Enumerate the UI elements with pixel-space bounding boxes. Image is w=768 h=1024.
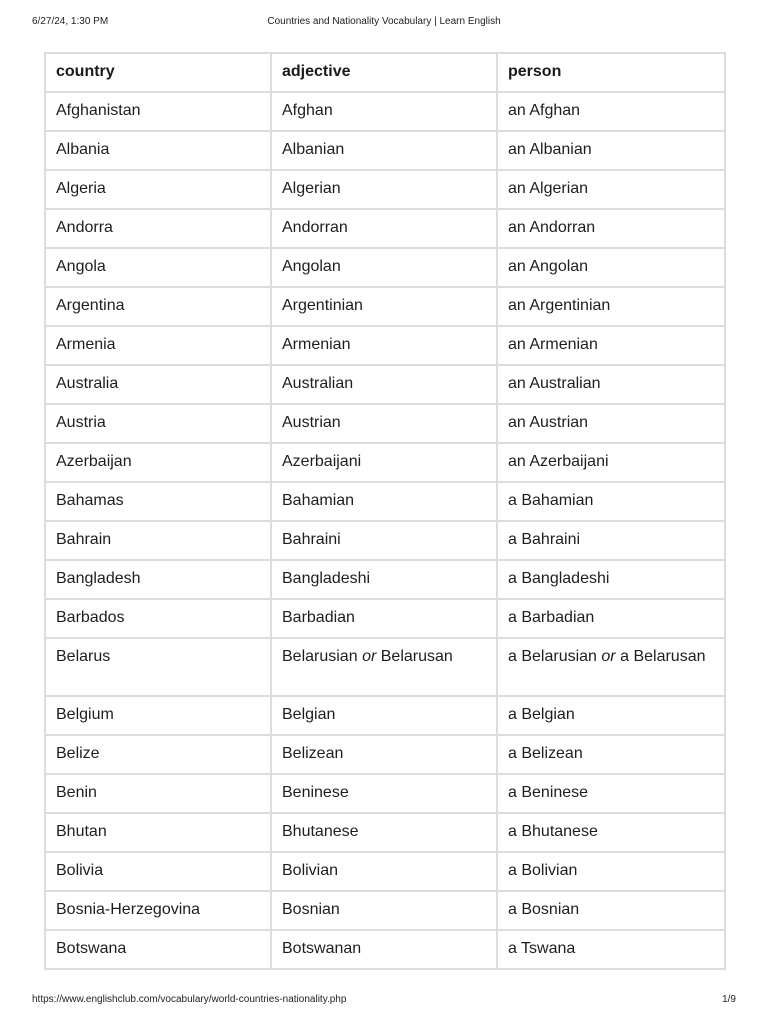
country-cell: Bahrain	[45, 521, 271, 560]
country-cell: Albania	[45, 131, 271, 170]
person-cell: a Belgian	[497, 696, 725, 735]
country-cell: Barbados	[45, 599, 271, 638]
person-cell: a Bosnian	[497, 891, 725, 930]
or-connector: or	[601, 648, 616, 665]
table-row	[45, 326, 725, 365]
column-header-country: country	[45, 53, 271, 92]
person-cell: a Beninese	[497, 774, 725, 813]
adjective-cell: Bhutanese	[271, 813, 497, 852]
table-row	[45, 521, 725, 560]
country-cell: Bangladesh	[45, 560, 271, 599]
adjective-cell: Botswanan	[271, 930, 497, 969]
person-cell: a Belizean	[497, 735, 725, 774]
person-cell: an Albanian	[497, 131, 725, 170]
adjective-primary: Belarusian	[282, 648, 358, 665]
person-cell: an Austrian	[497, 404, 725, 443]
adjective-cell: Austrian	[271, 404, 497, 443]
country-cell: Afghanistan	[45, 92, 271, 131]
adjective-cell: Argentinian	[271, 287, 497, 326]
country-cell: Benin	[45, 774, 271, 813]
adjective-cell: Afghan	[271, 92, 497, 131]
column-header-adjective: adjective	[271, 53, 497, 92]
person-cell: an Afghan	[497, 92, 725, 131]
country-cell: Australia	[45, 365, 271, 404]
person-cell: an Azerbaijani	[497, 443, 725, 482]
person-cell: a Bahraini	[497, 521, 725, 560]
adjective-alternate: Belarusan	[380, 648, 453, 665]
adjective-cell: Beninese	[271, 774, 497, 813]
table-row	[45, 287, 725, 326]
table-row	[45, 404, 725, 443]
adjective-cell: Armenian	[271, 326, 497, 365]
person-cell: a Bolivian	[497, 852, 725, 891]
country-cell: Argentina	[45, 287, 271, 326]
person-cell: an Angolan	[497, 248, 725, 287]
person-cell: an Australian	[497, 365, 725, 404]
print-header	[0, 16, 768, 30]
table-row	[45, 813, 725, 852]
person-cell: a Tswana	[497, 930, 725, 969]
person-cell: a Bangladeshi	[497, 560, 725, 599]
adjective-cell	[271, 638, 497, 696]
table-row	[45, 365, 725, 404]
country-cell: Algeria	[45, 170, 271, 209]
person-primary: a Belarusian	[508, 648, 597, 665]
table-row	[45, 930, 725, 969]
table-row	[45, 560, 725, 599]
adjective-cell: Belgian	[271, 696, 497, 735]
country-cell: Belize	[45, 735, 271, 774]
person-cell: a Bahamian	[497, 482, 725, 521]
table-row	[45, 170, 725, 209]
country-cell: Belgium	[45, 696, 271, 735]
page-title: Countries and Nationality Vocabulary | Learn English	[267, 16, 501, 27]
country-cell: Bosnia-Herzegovina	[45, 891, 271, 930]
country-cell: Bhutan	[45, 813, 271, 852]
adjective-cell: Bahraini	[271, 521, 497, 560]
country-cell: Bolivia	[45, 852, 271, 891]
print-datetime: 6/27/24, 1:30 PM	[32, 16, 109, 27]
table-row	[45, 248, 725, 287]
country-cell: Belarus	[45, 638, 271, 696]
country-cell: Andorra	[45, 209, 271, 248]
table-row	[45, 696, 725, 735]
country-cell: Azerbaijan	[45, 443, 271, 482]
adjective-cell: Bangladeshi	[271, 560, 497, 599]
person-cell	[497, 638, 725, 696]
country-cell: Bahamas	[45, 482, 271, 521]
person-cell: an Algerian	[497, 170, 725, 209]
person-cell: a Bhutanese	[497, 813, 725, 852]
adjective-cell: Angolan	[271, 248, 497, 287]
table-row	[45, 209, 725, 248]
adjective-cell: Bolivian	[271, 852, 497, 891]
column-header-person: person	[497, 53, 725, 92]
adjective-cell: Azerbaijani	[271, 443, 497, 482]
adjective-cell: Andorran	[271, 209, 497, 248]
adjective-cell: Australian	[271, 365, 497, 404]
person-cell: an Argentinian	[497, 287, 725, 326]
page-number: 1/9	[722, 994, 736, 1005]
table-row	[45, 891, 725, 930]
table-row	[45, 774, 725, 813]
or-connector: or	[362, 648, 377, 665]
person-cell: an Andorran	[497, 209, 725, 248]
country-cell: Austria	[45, 404, 271, 443]
table-row	[45, 131, 725, 170]
person-cell: an Armenian	[497, 326, 725, 365]
table-row	[45, 735, 725, 774]
adjective-cell: Bahamian	[271, 482, 497, 521]
table-row	[45, 92, 725, 131]
nationality-table	[44, 52, 726, 970]
adjective-cell: Algerian	[271, 170, 497, 209]
adjective-cell: Bosnian	[271, 891, 497, 930]
table-row	[45, 852, 725, 891]
adjective-cell: Belizean	[271, 735, 497, 774]
country-cell: Armenia	[45, 326, 271, 365]
print-footer	[0, 994, 768, 1008]
country-cell: Botswana	[45, 930, 271, 969]
table-row	[45, 482, 725, 521]
table-header-row	[45, 53, 725, 92]
table-row	[45, 599, 725, 638]
country-cell: Angola	[45, 248, 271, 287]
table-row	[45, 443, 725, 482]
table-row	[45, 638, 725, 696]
adjective-cell: Barbadian	[271, 599, 497, 638]
page-url: https://www.englishclub.com/vocabulary/world-countries-nationality.php	[32, 994, 347, 1005]
person-cell: a Barbadian	[497, 599, 725, 638]
person-alternate: a Belarusan	[620, 648, 706, 665]
adjective-cell: Albanian	[271, 131, 497, 170]
